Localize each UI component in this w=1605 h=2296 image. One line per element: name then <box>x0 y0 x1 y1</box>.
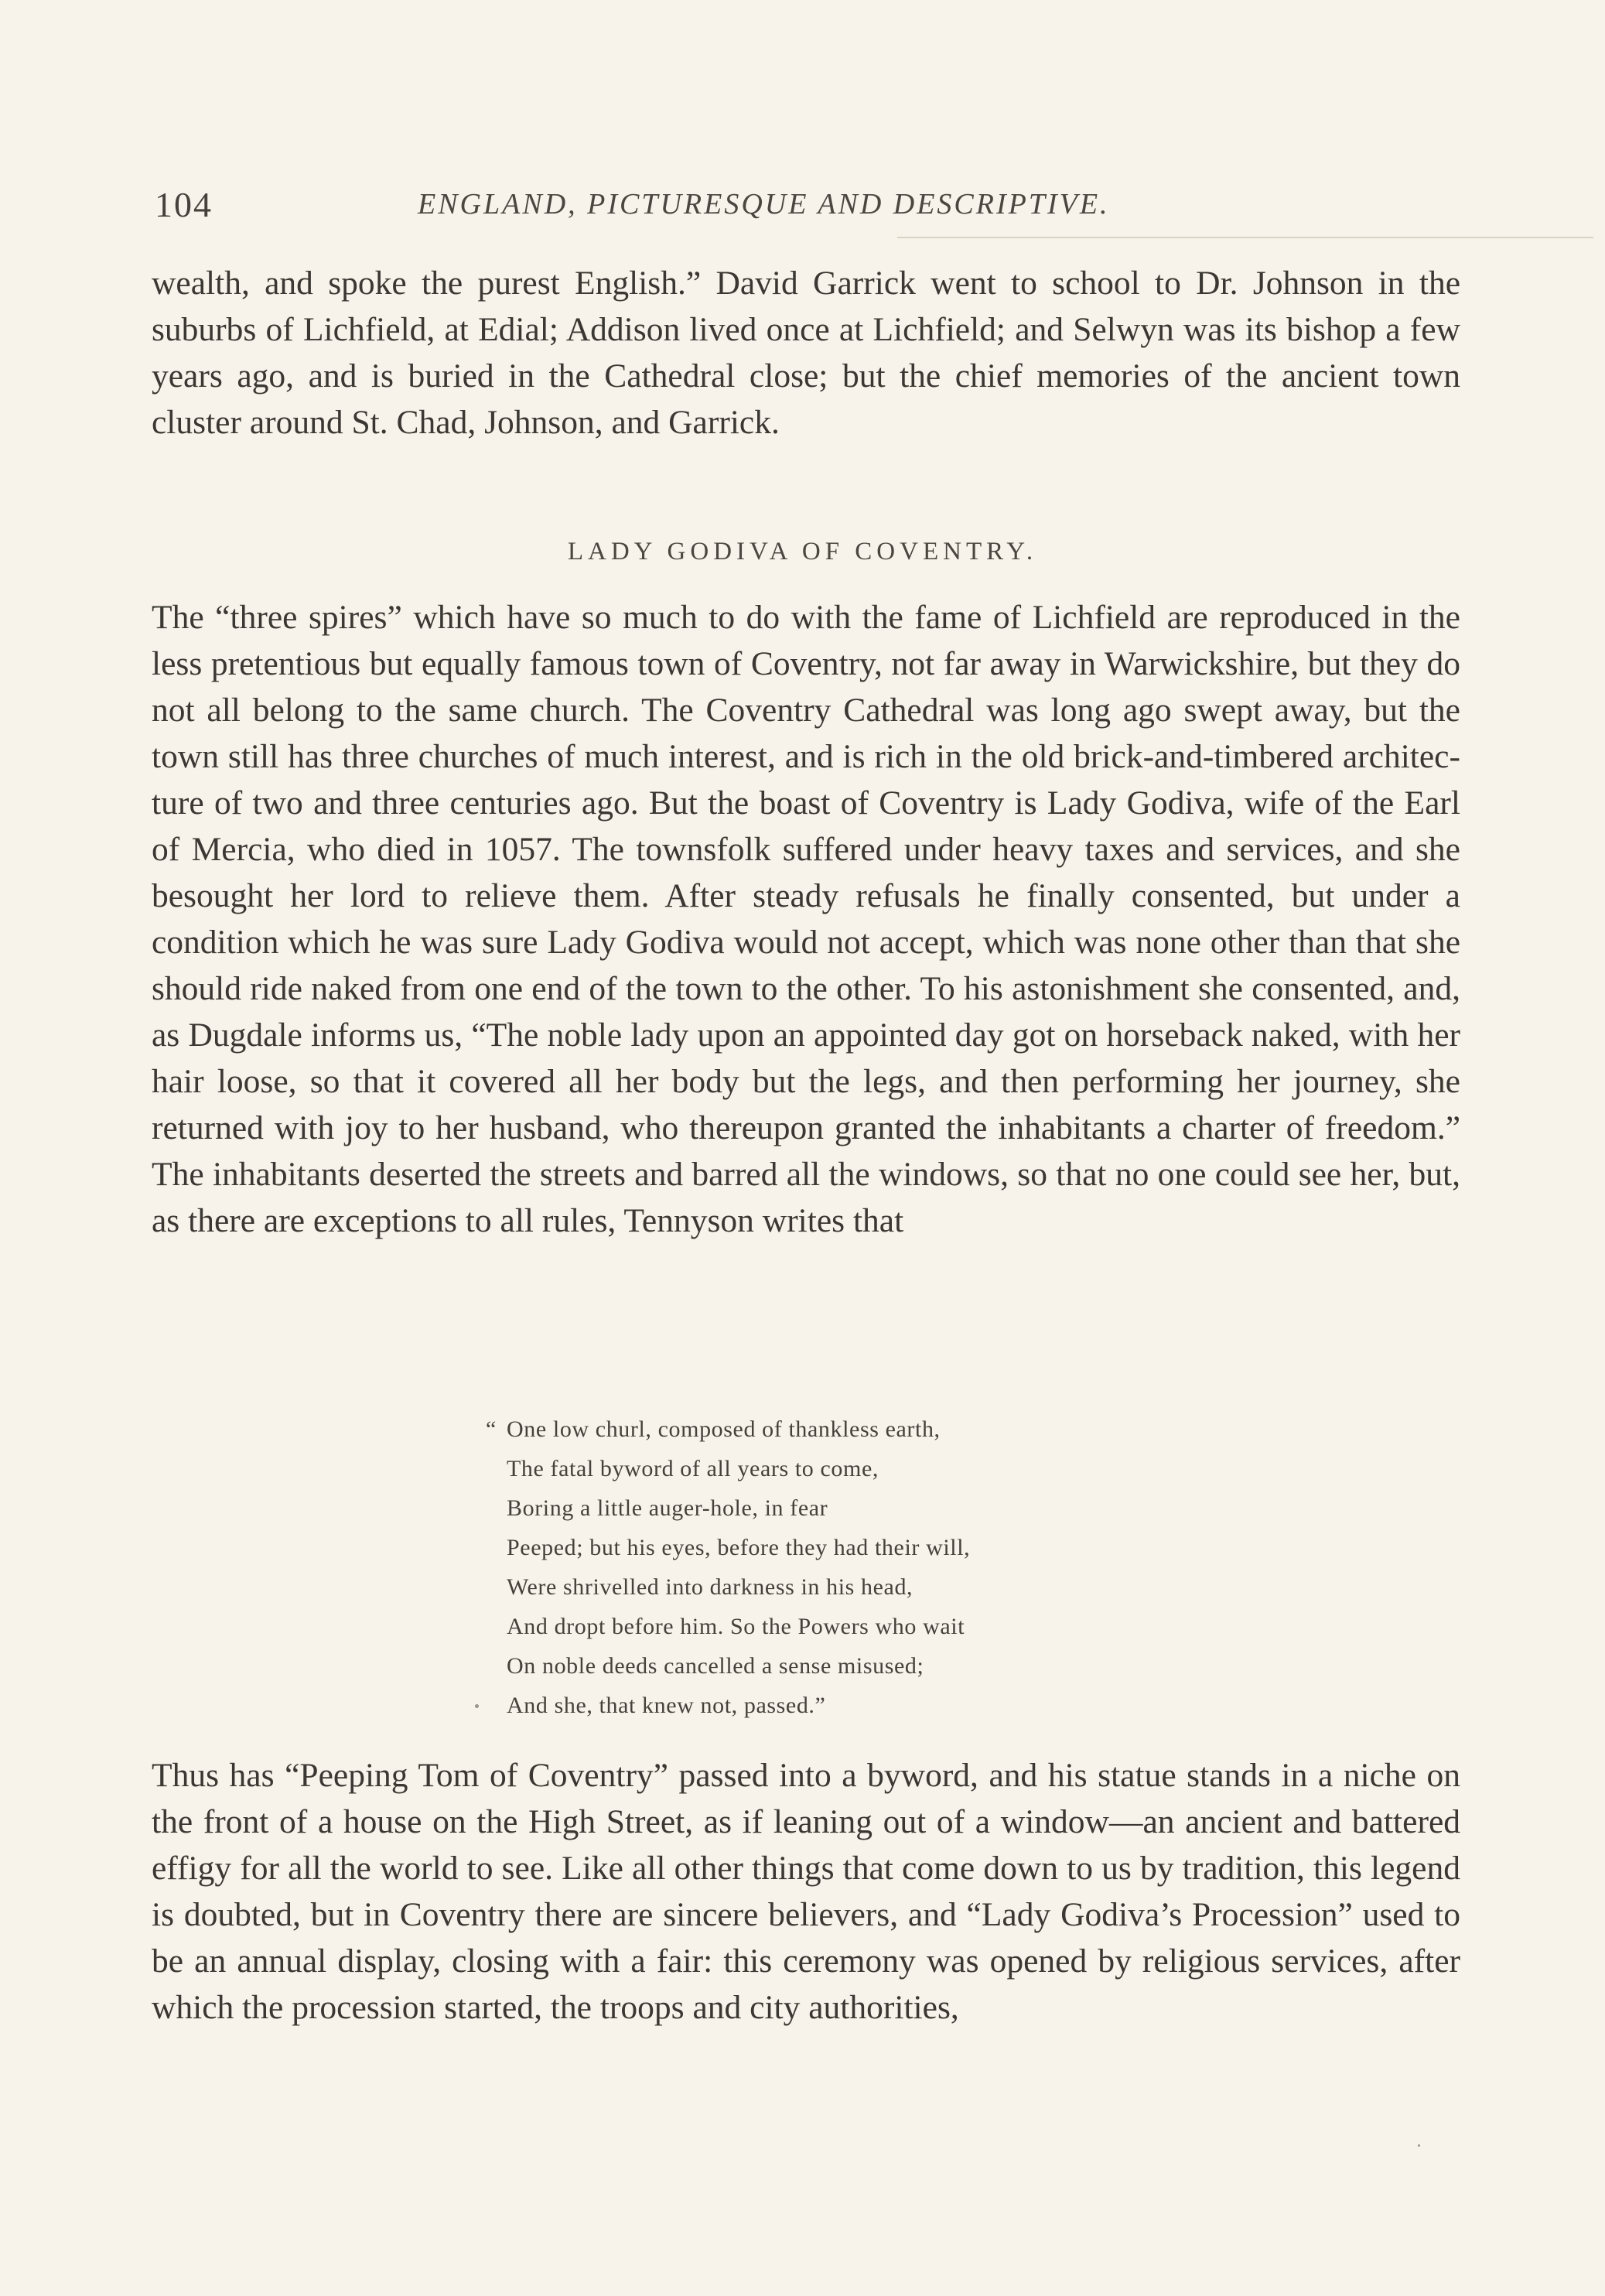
poem-open-quote: “ <box>486 1416 497 1442</box>
running-head <box>155 184 1446 231</box>
poem-line: Were shrivelled into darkness in his head, <box>507 1574 913 1600</box>
page-number: 104 <box>155 185 213 224</box>
poem-line: Boring a little auger-hole, in fear <box>507 1495 828 1521</box>
poem-line: On noble deeds cancelled a sense misused; <box>507 1653 924 1679</box>
poem-line: And she, that knew not, passed.” <box>507 1693 826 1718</box>
poem-line: Peeped; but his eyes, before they had their will, <box>507 1535 971 1560</box>
poem-line: And dropt before him. So the Powers who wait <box>507 1614 965 1639</box>
running-title: ENGLAND, PICTURESQUE AND DESCRIPTIVE. <box>418 188 1110 220</box>
paragraph-text: wealth, and spoke the purest English.” David Garrick went to school to Dr. Johnson in the suburbs of Lichfield, at Edial; Addison lived once at Lichfield; and Selwyn was its bishop a few years ago, and is buried in the Cathedral close; but the chief memories of the ancient town cluster around St. Chad, Johnson, and Garrick. <box>152 265 1460 441</box>
paragraph-continued <box>152 260 1460 446</box>
paragraph-godiva <box>152 594 1460 1244</box>
paragraph-peeping-tom <box>152 1752 1460 2031</box>
paragraph-text: Thus has “Peeping Tom of Coventry” passed into a byword, and his statue stands in a niche on the front of a house on the High Street, as if leaning out of a window—an ancient and battered effigy for all the world to see. Like all other things that come down to us by tradition, this legend is doubted, but in Coventry there are sincere believers, and “Lady Godiva’s Procession” used to be an annual display, closing with a fair: this ceremony was opened by religious services, after which the procession started, the troops and city authorities, <box>152 1757 1460 2026</box>
poem-quotation <box>486 1409 1203 1725</box>
poem-line: One low churl, composed of thankless earth, <box>507 1416 941 1442</box>
stray-mark <box>1418 2144 1420 2147</box>
poem-line: The fatal byword of all years to come, <box>507 1456 879 1481</box>
paragraph-text: The “three spires” which have so much to do with the fame of Lichfield are reproduced in the less pretentious but equally famous town of Coventry, not far away in Warwickshire, but they do not all belong to the same church. The Coventry Cathedral was long ago swept away, but the town still has three churches of much interest, and is rich in the old brick-and-timbered architecture of two and three centuries ago. But the boast of Coventry is Lady Godiva, wife of the Earl of Mercia, who died in 1057. The townsfolk suffered under heavy taxes and services, and she besought her lord to relieve them. After steady refusals he finally consented, but under a condition which he was sure Lady Godiva would not accept, which was none other than that she should ride naked from one end of the town to the other. To his astonishment she consented, and, as Dugdale informs us, “The noble lady upon an appointed day got on horseback naked, with her hair loose, so that it covered all her body but the legs, and then performing her journey, she returned with joy to her husband, who thereupon granted the inhabitants a charter of freedom.” The inhabitants deserted the streets and barred all the windows, so that no one could see her, but, as there are exceptions to all rules, Tennyson writes that <box>152 599 1460 1239</box>
section-heading: LADY GODIVA OF COVENTRY. <box>567 538 1038 565</box>
stray-mark <box>475 1704 479 1708</box>
header-rule <box>897 237 1593 238</box>
